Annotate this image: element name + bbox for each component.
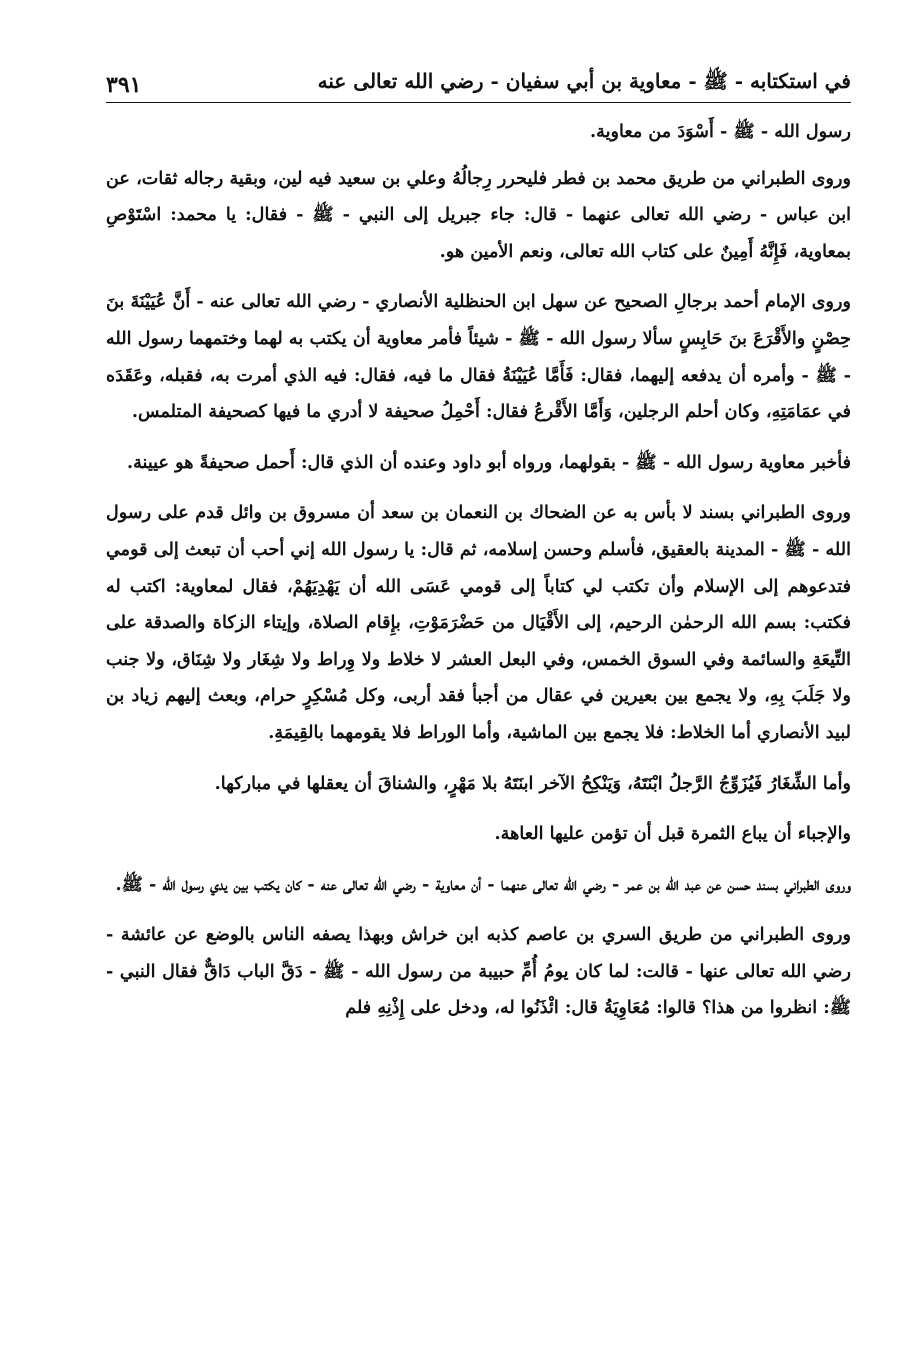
paragraph: وروى الإمام أحمد برجالِ الصحيح عن سهل ابن الحنظلية الأنصاري - رضي الله تعالى عنه - أَنَّ عُيَيْنَةَ بنَ حِصْنٍ والأَقْرَعَ بنَ حَابِسٍ سألا رسول الله - ﷺ - شيئاً فأمر معاوية أن يكتب به لهما وختمهما رسول الله - ﷺ - وأمره أن يدفعه إليهما، فقال: فَأَمَّا عُيَيْنَةُ فقال ما فيه، فقال: فيه الذي أمرت به، فقبله، وعَقَدَه في عمَامَتِهِ، وكان أحلم الرجلين، وَأَمَّا الأَقْرعُ فقال: أَحْمِلُ صحيفة لا أدري ما فيها كصحيفة المتلمس. — [106, 291, 851, 423]
page-body — [106, 114, 851, 1041]
page-number: ٣٩١ — [106, 72, 142, 98]
paragraph: وأما الشِّغَارُ فَيُزَوِّجُ الرَّجلُ ابْنَتَهُ، وَيَنْكِحُ الآخر ابنَتَهُ بلا مَهْرٍ، والشناقَ أن يعقلها في مباركها. — [214, 772, 851, 794]
paragraph: فأخبر معاوية رسول الله - ﷺ - بقولهما، ورواه أبو داود وعنده أن الذي قال: أَحمل صحيفةً هو عيينة. — [127, 451, 851, 473]
paragraph: رسول الله - ﷺ - أَسْوَدَ من معاوية. — [590, 121, 851, 142]
paragraph: وروى الطبراني من طريق محمد بن فطر فليحرر رِجالُهُ وعلي بن سعيد فيه لين، وبقية رجاله ثقات، عن ابن عباس - رضي الله تعالى عنهما - قال: جاء جبريل إلى النبي - ﷺ - فقال: يا محمد: اسْتَوْصِ بمعاوية، فَإِنَّهُ أَمِينٌ على كتاب الله تعالى، ونعم الأمين هو. — [106, 167, 851, 262]
paragraph: وروى الطبراني من طريق السري بن عاصم كذبه ابن خراش وبهذا يصفه الناس بالوضع عن عائشة - رضي الله تعالى عنها - قالت: لما كان يومُ أُمِّ حبيبة من رسول الله - ﷺ - دَقَّ الباب دَاقٌّ فقال النبي - ﷺ: انظروا من هذا؟ قالوا: مُعَاوِيَةُ قال: ائْذَنُوا له، ودخل على إِذْنِهِ فلم — [106, 924, 851, 1019]
paragraph: والإجباء أن يباع الثمرة قبل أن تؤمن عليها العاهة. — [494, 823, 851, 845]
paragraph: وروى الطبراني بسند لا بأس به عن الضحاك بن النعمان بن سعد أن مسروق بن وائل قدم على رسول الله - ﷺ - المدينة بالعقيق، فأسلم وحسن إسلامه، ثم قال: يا رسول الله إني أحب أن تبعث إلى قومي فتدعوهم إلى الإسلام وأن تكتب لي كتاباً إلى قومي عَسَى الله أن يَهْدِيَهُمْ، فقال لمعاوية: اكتب له فكتب: بسم الله الرحمٰن الرحيم، إلى الأَقْيَال من حَضْرَمَوْتِ، بإِقام الصلاة، وإيتاء الزكاة والصدقة على التِّيعَةِ والسائمة وفي السوق الخمس، وفي البعل العشر لا خلاط ولا وِراط ولا شِغَار ولا شِنَاق، ولا جنب ولا جَلَبَ بِهِ، ولا يجمع بين بعيرين في عقال من أجبأ فقد أربى، وكل مُسْكِرٍ حرام، وبعث إليهم زياد بن لبيد الأنصاري أما الخلاط: فلا يجمع بين الماشية، وأما الوراط فلا يقومهما بالقِيمَةِ. — [106, 502, 851, 743]
paragraph: وروى الطبراني بسند حسن عن عبد الله بن عمر - رضي الله تعالى عنهما - أن معاوية - رضي الله تعالى عنه - كان يكتب بين يدي رسول الله - ﷺ. — [115, 873, 851, 895]
header-title: في استكتابه - ﷺ - معاوية بن أبي سفيان - رضي الله تعالى عنه — [317, 69, 851, 93]
running-header — [106, 60, 851, 103]
